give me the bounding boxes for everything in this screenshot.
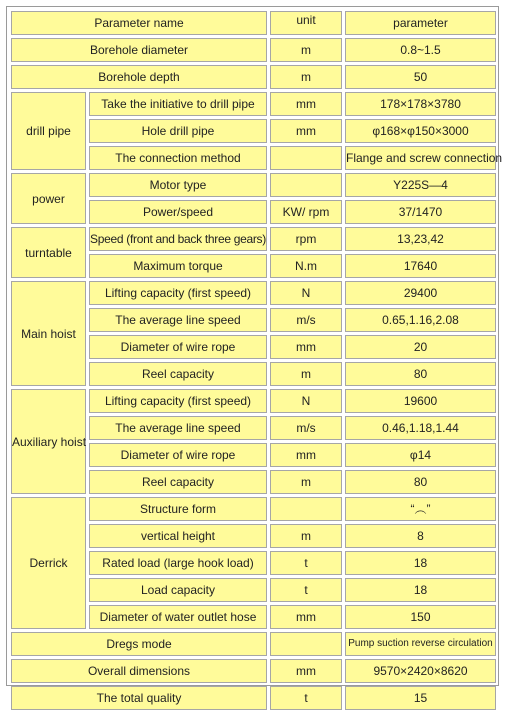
row-unit: mm [270, 119, 342, 143]
table-row [11, 389, 496, 413]
row-unit: t [270, 551, 342, 575]
row-value: 13,23,42 [345, 227, 496, 251]
group-label-power: power [11, 173, 86, 224]
row-unit: m [270, 362, 342, 386]
row-label: Diameter of wire rope [89, 335, 267, 359]
row-unit: N [270, 389, 342, 413]
row-value: 0.46,1.18,1.44 [345, 416, 496, 440]
group-label-auxiliary-hoist: Auxiliary hoist [11, 389, 86, 494]
row-label: The average line speed [89, 308, 267, 332]
row-label: vertical height [89, 524, 267, 548]
row-value: 15 [345, 686, 496, 710]
row-unit: N.m [270, 254, 342, 278]
row-value: 18 [345, 551, 496, 575]
row-unit: mm [270, 605, 342, 629]
row-value: 20 [345, 335, 496, 359]
row-value: Pump suction reverse circulation [345, 632, 496, 656]
row-unit: m [270, 38, 342, 62]
row-label: Diameter of water outlet hose [89, 605, 267, 629]
row-unit: m/s [270, 308, 342, 332]
row-value: 50 [345, 65, 496, 89]
row-value: 0.65,1.16,2.08 [345, 308, 496, 332]
row-label: The connection method [89, 146, 267, 170]
header-parameter: parameter [345, 11, 496, 35]
row-label: Dregs mode [11, 632, 267, 656]
row-unit: rpm [270, 227, 342, 251]
row-unit: m [270, 470, 342, 494]
row-label: Borehole diameter [11, 38, 267, 62]
spec-table-frame [6, 6, 503, 705]
row-value: 18 [345, 578, 496, 602]
row-label: Maximum torque [89, 254, 267, 278]
row-label: Overall dimensions [11, 659, 267, 683]
row-label: Reel capacity [89, 362, 267, 386]
group-label-turntable: turntable [11, 227, 86, 278]
group-label-drill-pipe: drill pipe [11, 92, 86, 170]
table-row [11, 659, 496, 683]
row-value: 19600 [345, 389, 496, 413]
table-row [11, 173, 496, 197]
row-value: 9570×2420×8620 [345, 659, 496, 683]
table-row [11, 686, 496, 710]
row-label: Take the initiative to drill pipe [89, 92, 267, 116]
table-row [11, 497, 496, 521]
row-value: 150 [345, 605, 496, 629]
row-unit: t [270, 686, 342, 710]
row-label: Lifting capacity (first speed) [89, 281, 267, 305]
row-unit: mm [270, 335, 342, 359]
row-unit: m/s [270, 416, 342, 440]
row-value: φ168×φ150×3000 [345, 119, 496, 143]
row-value: 17640 [345, 254, 496, 278]
row-unit: m [270, 65, 342, 89]
row-label: Rated load (large hook load) [89, 551, 267, 575]
row-value: 0.8~1.5 [345, 38, 496, 62]
row-unit [270, 173, 342, 197]
row-unit [270, 146, 342, 170]
table-row [11, 92, 496, 116]
table-row [11, 38, 496, 62]
row-label: Motor type [89, 173, 267, 197]
row-label: Diameter of wire rope [89, 443, 267, 467]
row-label: Power/speed [89, 200, 267, 224]
header-row [11, 11, 496, 35]
row-unit: mm [270, 92, 342, 116]
row-value: Y225S—4 [345, 173, 496, 197]
row-label: Load capacity [89, 578, 267, 602]
row-unit: N [270, 281, 342, 305]
row-label: The total quality [11, 686, 267, 710]
row-unit [270, 497, 342, 521]
row-label: Lifting capacity (first speed) [89, 389, 267, 413]
row-value: φ14 [345, 443, 496, 467]
row-label: Reel capacity [89, 470, 267, 494]
group-label-main-hoist: Main hoist [11, 281, 86, 386]
row-value: 8 [345, 524, 496, 548]
row-value: 80 [345, 362, 496, 386]
row-unit: m [270, 524, 342, 548]
row-label: Speed (front and back three gears) [89, 227, 267, 251]
group-label-derrick: Derrick [11, 497, 86, 629]
table-row [11, 227, 496, 251]
table-row [11, 65, 496, 89]
row-label: Structure form [89, 497, 267, 521]
header-unit: unit [270, 11, 342, 35]
row-label: Borehole depth [11, 65, 267, 89]
row-label: Hole drill pipe [89, 119, 267, 143]
row-unit [270, 632, 342, 656]
row-value: 80 [345, 470, 496, 494]
row-value: 37/1470 [345, 200, 496, 224]
row-unit: KW/ rpm [270, 200, 342, 224]
parameter-table [8, 8, 503, 713]
row-value: Flange and screw connection [345, 146, 496, 170]
row-unit: t [270, 578, 342, 602]
header-parameter-name: Parameter name [11, 11, 267, 35]
row-value: 29400 [345, 281, 496, 305]
row-unit: mm [270, 659, 342, 683]
row-value: 178×178×3780 [345, 92, 496, 116]
table-row [11, 281, 496, 305]
row-label: The average line speed [89, 416, 267, 440]
row-unit: mm [270, 443, 342, 467]
row-value: “︵” [345, 497, 496, 521]
table-row [11, 632, 496, 656]
